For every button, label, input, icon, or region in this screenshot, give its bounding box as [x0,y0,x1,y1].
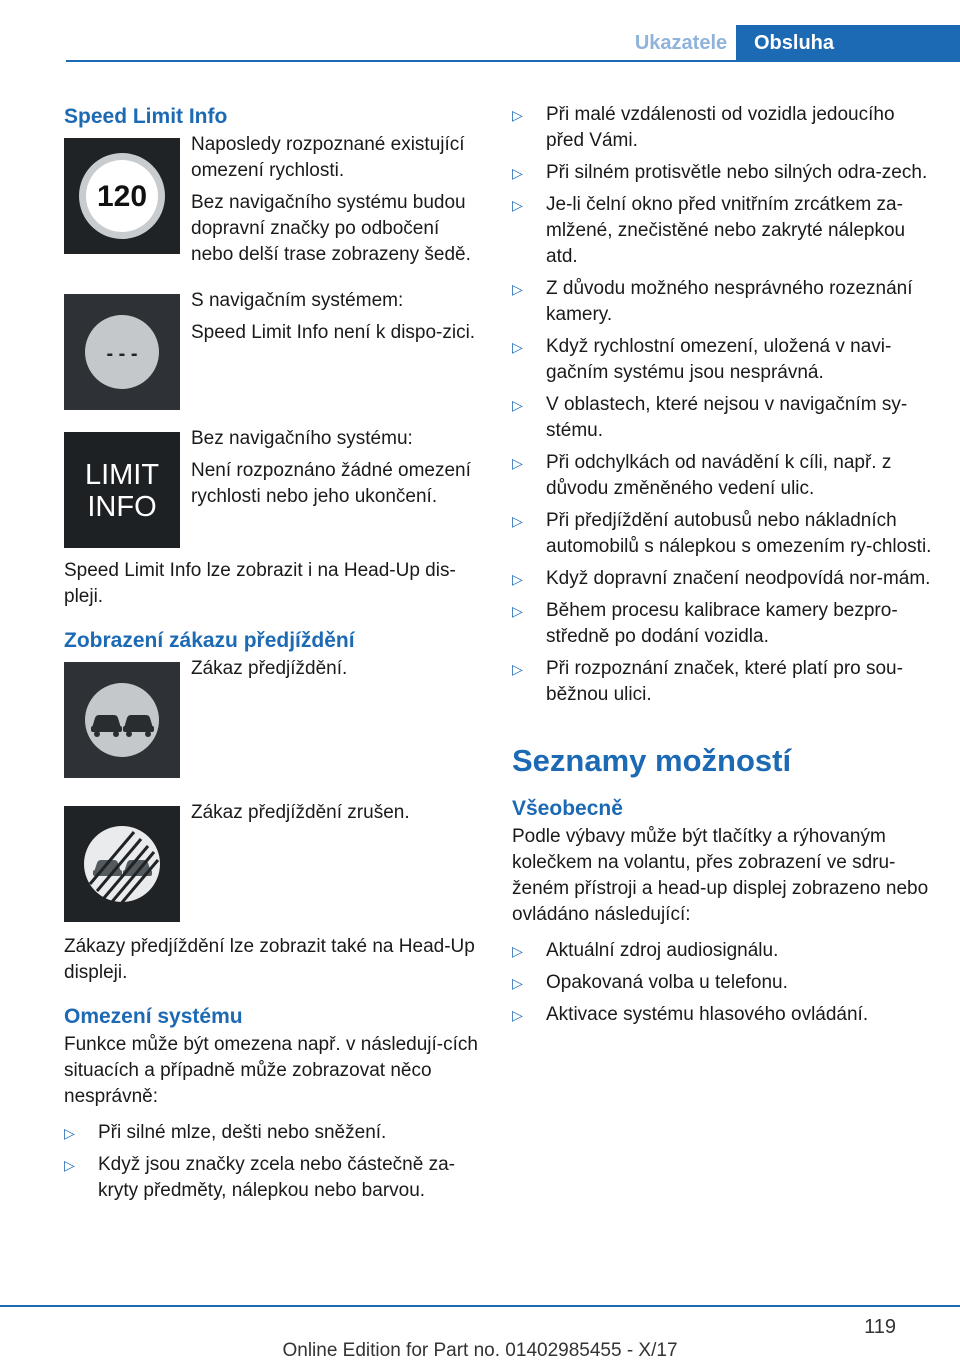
triangle-bullet-icon: ▷ [512,571,523,587]
list-item: ▷ Z důvodu možného nesprávného rozeznání kamery. [512,278,913,325]
paragraph: Speed Limit Info není k dispo-zici. [191,322,476,343]
sign-120-text: 120 [96,180,148,213]
paragraph: Zákaz předjíždění. [191,658,348,679]
triangle-bullet-icon: ▷ [512,1007,523,1023]
triangle-bullet-icon: ▷ [64,1157,75,1173]
triangle-bullet-icon: ▷ [512,975,523,991]
paragraph: Speed Limit Info lze zobrazit i na Head-Up dis-pleji. [64,560,456,607]
list-item: ▷ Aktuální zdroj audiosignálu. [512,938,932,964]
list-item: ▷ Když rychlostní omezení, uložená v navi-gačním systému jsou nesprávná. [512,336,892,383]
paragraph: Funkce může být omezena např. v následují-cích situacích a případně může zobrazovat něco nesprávně: [64,1034,478,1107]
tab-obsluha[interactable]: Obsluha [736,25,960,62]
list-item: ▷ Při silném protisvětle nebo silných odra-zech. [512,160,932,186]
list-item: ▷ V oblastech, které nejsou v navigačním sy-stému. [512,394,908,441]
triangle-bullet-icon: ▷ [512,661,523,677]
triangle-bullet-icon: ▷ [512,281,523,297]
sign-dash-text: - - - [106,343,138,365]
triangle-bullet-icon: ▷ [512,455,523,471]
section-heading-overtaking: Zobrazení zákazu předjíždění [64,629,355,652]
triangle-bullet-icon: ▷ [512,339,523,355]
triangle-bullet-icon: ▷ [512,165,523,181]
triangle-bullet-icon: ▷ [512,397,523,413]
end-of-no-overtaking-sign-icon [64,806,180,922]
list-item: ▷ Opakovaná volba u telefonu. [512,970,932,996]
paragraph: Bez navigačního systému budou dopravní značky po odbočení nebo delší trase zobrazeny šedě. [191,192,471,265]
no-overtaking-sign-icon [64,662,180,778]
triangle-bullet-icon: ▷ [512,603,523,619]
right-column [512,102,932,1034]
list-item: ▷ Aktivace systému hlasového ovládání. [512,1002,932,1028]
triangle-bullet-icon: ▷ [512,197,523,213]
list-item: ▷ Při rozpoznání značek, které platí pro sou-běžnou ulici. [512,658,903,705]
paragraph: Bez navigačního systému: [191,428,413,449]
section-heading-option-lists: Seznamy možností [512,743,792,778]
bullet-list [64,1120,480,1204]
list-item: ▷ Při předjíždění autobusů nebo nákladních automobilů s nálepkou s omezením ry-chlosti. [512,510,932,557]
paragraph: Není rozpoznáno žádné omezení rychlosti nebo jeho ukončení. [191,460,471,507]
left-column [64,102,480,1210]
speed-limit-unavailable-sign-icon [64,294,180,410]
section-heading-speed-limit-info: Speed Limit Info [64,105,228,128]
paragraph: Zákaz předjíždění zrušen. [191,802,410,823]
paragraph: Zákazy předjíždění lze zobrazit také na Head-Up displeji. [64,936,475,983]
triangle-bullet-icon: ▷ [64,1125,75,1141]
paragraph: Podle výbavy může být tlačítky a rýhovaným kolečkem na volantu, přes zobrazení ve sdru-ženém přístroji a head-up displej zobrazeno nebo ovládáno následující: [512,826,929,925]
footer-rule [0,1305,960,1307]
list-item: ▷ Když dopravní značení neodpovídá nor-mám. [512,566,932,592]
list-item: ▷ Během procesu kalibrace kamery bezpro-středně po dodání vozidla. [512,600,898,647]
triangle-bullet-icon: ▷ [512,943,523,959]
edition-footer: Online Edition for Part no. 01402985455 - X/17 [282,1340,678,1361]
paragraph: S navigačním systémem: [191,290,404,311]
section-heading-system-limits: Omezení systému [64,1005,243,1028]
section-heading-general: Všeobecně [512,797,623,820]
tab-ukazatele[interactable]: Ukazatele [634,32,728,54]
list-item: ▷ Při odchylkách od navádění k cíli, např. z důvodu změněného vedení ulic. [512,452,892,499]
sign-info-text: INFO [87,491,157,523]
list-item: ▷ Při silné mlze, dešti nebo sněžení. [64,1120,480,1146]
triangle-bullet-icon: ▷ [512,107,523,123]
bullet-list [512,938,932,1028]
list-item: ▷ Při malé vzdálenosti od vozidla jedoucího před Vámi. [512,104,895,151]
triangle-bullet-icon: ▷ [512,513,523,529]
list-item: ▷ Když jsou značky zcela nebo částečně za-kryty předměty, nálepkou nebo barvou. [64,1154,455,1201]
page-number: 119 [864,1316,896,1338]
limit-info-sign-icon [64,432,180,548]
speed-limit-120-sign-icon [64,138,180,254]
sign-limit-text: LIMIT [84,459,160,491]
paragraph: Naposledy rozpoznané existující omezení rychlosti. [191,134,465,181]
bullet-list [512,102,932,708]
list-item: ▷ Je-li čelní okno před vnitřním zrcátkem za-mlžené, znečistěné nebo zakryté nálepkou atd. [512,194,906,267]
